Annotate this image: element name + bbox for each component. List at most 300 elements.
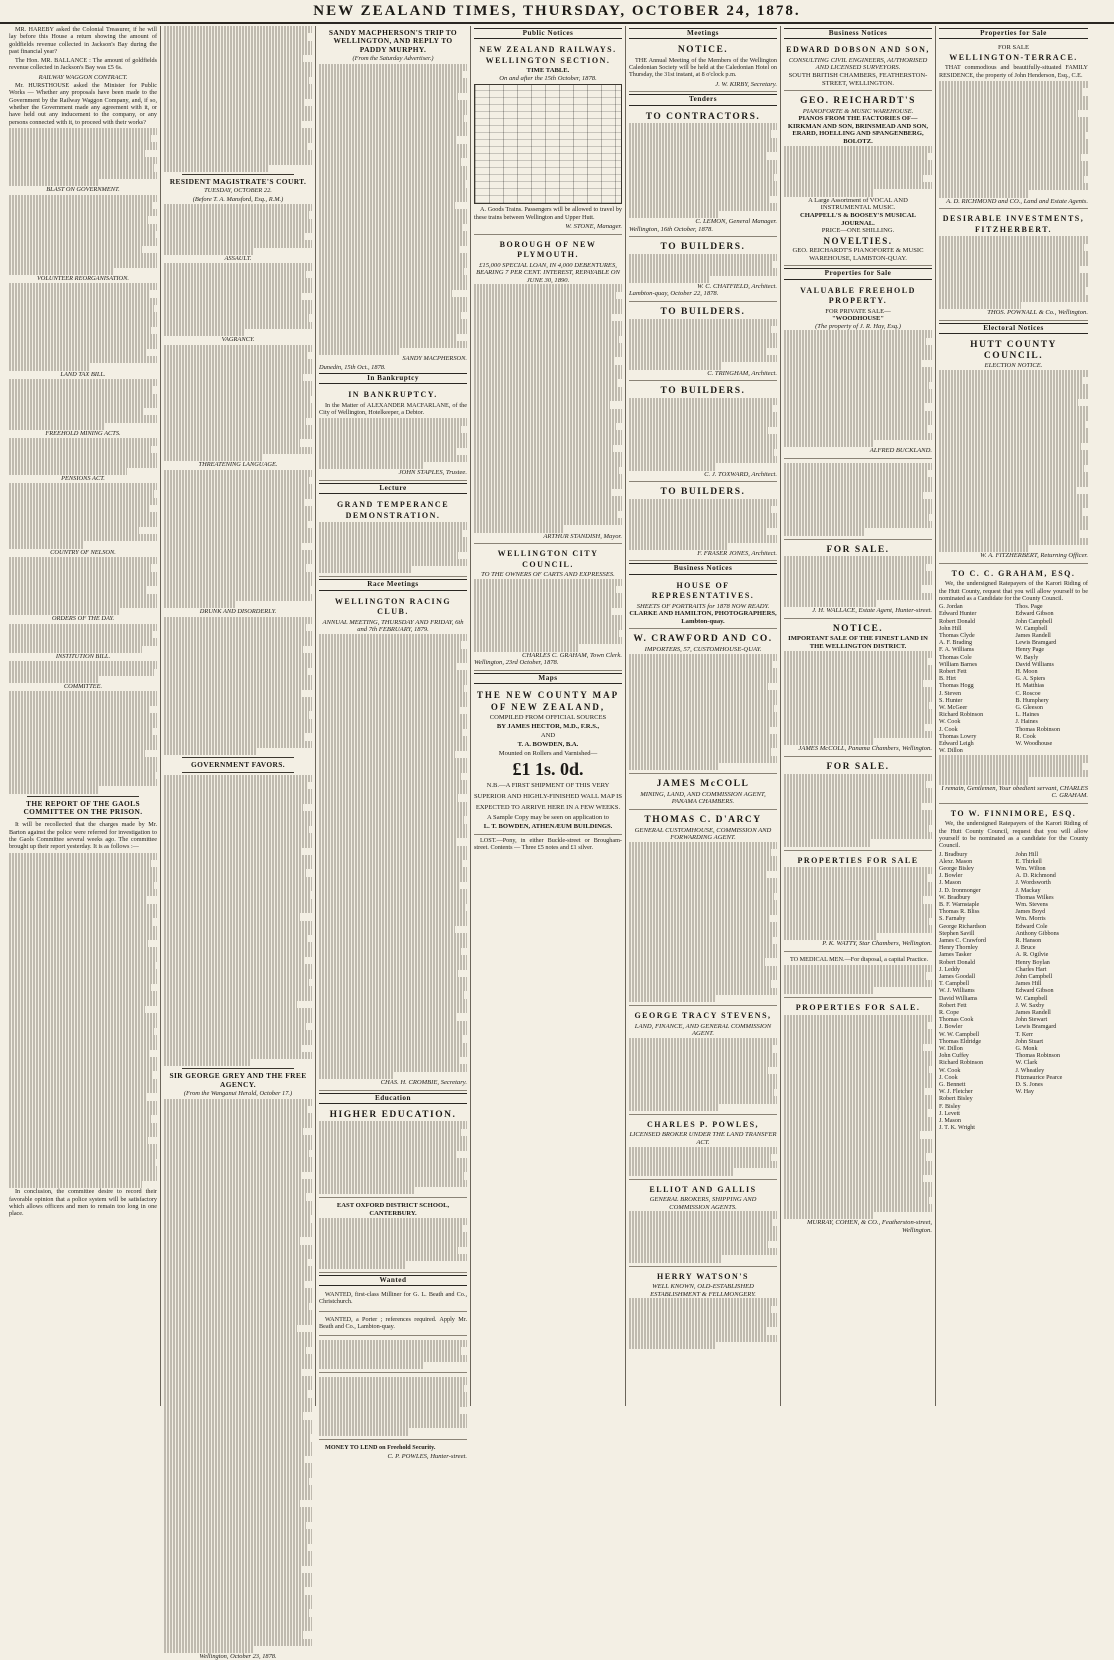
signatory-name: G. Jordan [939,604,963,611]
for-sale-2 [784,542,932,619]
magistrate-title: RESIDENT MAGISTRATE'S COURT. [169,176,307,186]
medical-men-ad [784,954,932,998]
report-closing: In conclusion, the committee desire to record their favorable opinion that a police system will be satisfactory which allows officers and men to remain too long in one place. [9,1188,157,1218]
reps-ad [629,578,777,630]
section-tenders: Tenders [629,94,777,105]
pianos-list: PIANOS FROM THE FACTORIES OF— KIRKMAN AND SON, BRINSMEAD AND SON, ERARD, HOELLING AND SPANGENBERG, BOLOTZ. [787,115,929,146]
signatory-name: J. Bowler [939,1024,963,1031]
signatory-name: F. A. Williams [939,647,975,654]
grey-title: SIR GEORGE GREY AND THE FREE AGENCY. [169,1071,307,1089]
signatory-name: David Williams [939,995,978,1002]
section-education: Education [319,1093,467,1104]
signatory-name: John Stewart [1015,1017,1048,1024]
column-6 [781,26,936,1406]
darcy-ad [629,812,777,1006]
signatory-name: Robert Donald [939,618,976,625]
map-mounted: Mounted on Rollers and Varnished— [498,750,598,758]
map-bowden: T. A. BOWDEN, B.A. [517,741,579,749]
race-sub: ANNUAL MEETING, THURSDAY AND FRIDAY, 6th and 7th FEBRUARY, 1879. [322,618,464,634]
stevens-ad [629,1008,777,1115]
signatory-name: George Bisley [939,865,974,872]
city-title: WELLINGTON CITY COUNCIL. [497,549,599,569]
tender-contractors-title: TO CONTRACTORS. [645,111,761,122]
powles-ad [629,1117,777,1180]
map-and: AND [540,732,556,740]
race-ad [319,594,467,1091]
signatory-name: Edward Leigh [939,741,974,748]
column-7 [936,26,1091,1406]
map-by: BY JAMES HECTOR, M.D., F.R.S., [496,723,600,731]
tender-contractors [629,109,777,238]
woodhouse-name: "WOODHOUSE" [831,315,885,323]
tender-builders-2 [629,304,777,381]
signatory-name: Thomas Eldridge [939,1038,982,1045]
railways-sub: TIME TABLE. [526,67,570,75]
signatory-name: J. Bowler [939,873,963,880]
signatory-name: W. Bradbury [939,894,971,901]
signatory-name: J. Cook [939,1074,958,1081]
hutt-ad [939,337,1088,564]
map-title: THE NEW COUNTY MAP OF NEW ZEALAND, [476,690,620,713]
graham-names-right [1016,604,1089,755]
signatory-name: James Tasker [939,952,972,959]
money-sign: C. P. POWLES, Hunter-street. [387,1452,467,1460]
signatory-name: A. R. Ogilvie [1015,952,1049,959]
signatory-name: James C. Crawford [939,937,986,944]
signatory-name: Thomas Cole [939,654,972,661]
section-properties-2: Properties for Sale [939,28,1088,39]
medical-text: TO MEDICAL MEN.—For disposal, a capital Practice. [790,955,928,963]
subhead-nelson: COUNTRY OF NELSON. [50,548,116,556]
darcy-sub: GENERAL CUSTOMHOUSE, COMMISSION AND FORWARDING AGENT. [634,826,772,842]
signatory-name: James Goodall [939,973,976,980]
signatory-name: H. Moon [1015,669,1038,676]
finnimore-names [939,852,1088,1133]
bankruptcy-sign: JOHN STAPLES, Trustee. [398,469,467,477]
props-sale-1 [784,853,932,952]
signatory-name: J. Bruce [1015,945,1036,952]
powles-title: CHARLES P. POWLES, [646,1119,760,1129]
tender-builders-4-title: TO BUILDERS. [660,487,746,498]
subhead-institution: INSTITUTION BILL. [55,652,111,660]
mccoll-title: JAMES McCOLL [656,779,750,790]
education-ad [319,1107,467,1198]
sandy-date: Dunedin, 15th Oct., 1878. [319,363,386,371]
temperance-title: GRAND TEMPERANCE DEMONSTRATION. [336,500,450,520]
darcy-title: THOMAS C. D'ARCY [644,815,762,826]
hutt-title: HUTT COUNTY COUNCIL. [970,340,1057,361]
novelties-line: NOVELTIES. [823,235,893,246]
signatory-name: W. Cook [939,1067,961,1074]
caledonian-sign: J. W. KIRBY, Secretary. [715,80,777,88]
signatory-name: Robert Fett [939,669,967,676]
signatory-name: William Barnes [939,661,978,668]
map-compiled: COMPILED FROM OFFICIAL SOURCES [489,714,607,722]
railways-ad [474,42,622,234]
tender-builders-1 [629,239,777,302]
mccoll-sub: MINING, LAND, AND COMMISSION AGENT, PANAMA CHAMBERS. [640,790,766,806]
props-sale-2 [784,1000,932,1237]
magistrate-date: TUESDAY, OCTOBER 22. [204,187,272,195]
signatory-name: John Cuffey [939,1053,969,1060]
watty-sign: P. K. WATTY, Star Chambers, Wellington. [822,940,932,948]
signatory-name: Lewis Bramgard [1015,640,1057,647]
powles-sub: LICENSED BROKER UNDER THE LAND TRANSFER ACT. [629,1131,777,1146]
city-date: Wellington, 23rd October, 1878. [474,659,559,667]
hutt-sign: W. A. FITZHERBERT, Returning Officer. [980,552,1088,560]
medical-ad [319,1338,467,1373]
terrace-text: THAT commodious and beautifully-situated FAMILY RESIDENCE, the property of John Henderson, Esq., C.E. [939,64,1088,79]
signatory-name: James Randell [1015,1009,1051,1016]
dobson-addr: SOUTH BRITISH CHAMBERS, FEATHERSTON-STREET, WELLINGTON. [788,71,928,87]
signatory-name: S. Farnaby [939,916,966,923]
signatory-name: Edward Gibson [1015,988,1054,995]
signatory-name: John Hill [1015,851,1039,858]
railways-sign: W. STONE, Manager. [565,223,622,231]
signatory-name: Henry Boylan [1015,959,1050,966]
hutt-sub: ELECTION NOTICE. [984,362,1043,370]
elliot-ad [629,1182,777,1267]
railway-timetable [474,84,622,204]
answer-jacksons-bay: The Hon. MR. BALLANCE : The amount of goldfields revenue collected in Jackson's Bay was £5 6s. [9,57,157,72]
signatory-name: S. Hunter [939,697,963,704]
section-bankruptcy: In Bankruptcy [319,373,467,384]
signatory-name: G. Gleeson [1015,705,1043,712]
signatory-name: Fitzmaurice Pearce [1015,1074,1063,1081]
signatory-name: J. Bradbury [939,851,968,858]
race-sign: CHAS. H. CROMBIE, Secretary. [380,1079,467,1087]
wanted-porter-text: WANTED, a Porter ; references required. Apply Mr. Beath and Co., Lambton-quay. [319,1315,467,1330]
signatory-name: J. Wheatley [1015,1067,1045,1074]
para-waggon: Mr. HURSTHOUSE asked the Minister for Public Works — Whether any proposals have been made to the Government by the Railway Waggon Company, and, if so, whether the Government made any agreement with it, or have held out any inducement to the company, or any persons connected with it, to proceed with their works? [9,82,157,126]
east-oxford-ad [319,1200,467,1272]
finnimore-text: We, the undersigned Ratepayers of the Karori Riding of the Hutt County Council, request that you will allow yourself to be nominated as a candidate for the County Council. [939,820,1088,850]
subhead-threatening: THREATENING LANGUAGE. [198,461,278,469]
reichardt-sub: PIANOFORTE & MUSIC WAREHOUSE. [802,107,914,115]
mccoll-sign: JAMES McCOLL, Panama Chambers, Wellington. [798,745,932,753]
signatory-name: Wm. Morris [1015,916,1046,923]
signatory-name: Richard Robinson [939,712,984,719]
signatory-name: D. S. Jones [1015,1082,1043,1089]
signatory-name: G. Monk [1015,1046,1038,1052]
signatory-name: Thomas Cook [939,1017,974,1024]
signatory-name: W. Woodhouse [1015,741,1053,748]
terrace-title: WELLINGTON-TERRACE. [949,52,1078,62]
subhead-waggon: RAILWAY WAGGON CONTRACT. [38,73,128,81]
signatory-name: John Hill [939,625,962,632]
graham-title: TO C. C. GRAHAM, ESQ. [951,568,1076,578]
sandy-source: (From the Saturday Advertiser.) [352,55,434,63]
reps-sub: SHEETS OF PORTRAITS for 1878 NOW READY. [636,602,770,610]
notice-sale [784,621,932,757]
notice2-title: NOTICE. [832,623,884,634]
signatory-name: Wm. Stevens [1015,901,1048,908]
signatory-name: Thomas Clyde [939,633,975,639]
caledonian-notice [629,42,777,92]
signatory-name: W. Clark [1015,1060,1038,1067]
caledonian-text: THE Annual Meeting of the Members of the Wellington Caledonian Society will be held at the Caledonian Hotel on Thursday, the 31st instant, at 8 o'clock p.m. [629,56,777,79]
tender-builders-1-sign: W. C. CHATFIELD, Architect. [697,282,777,290]
sandy-sign: SANDY MACPHERSON. [402,355,467,363]
education-title: HIGHER EDUCATION. [329,1109,457,1120]
signatory-name: G. A. Spiers [1015,676,1046,683]
signatory-name: Thos. Page [1015,604,1043,611]
grey-source: (From the Wanganui Herald, October 17.) [183,1090,293,1098]
column-3 [316,26,471,1460]
borough-ad [474,237,622,544]
signatory-name: Henry Page [1015,647,1045,654]
favors-title: GOVERNMENT FAVORS. [190,760,286,770]
graham-sign: I remain, Gentlemen, Your obedient servant, CHARLES C. GRAHAM. [941,784,1088,800]
wanted-milliner [319,1289,467,1312]
reichardt-ad [784,93,932,266]
signatory-name: Richard Robinson [939,1060,984,1067]
city-sign: CHARLES C. GRAHAM, Town Clerk. [522,651,622,659]
signatory-name: J. Mason [939,880,962,887]
borough-sub: £15,000 SPECIAL LOAN, IN 4,000 DEBENTURES, BEARING 7 PER CENT. INTEREST, REPAYABLE ON JUNE 30, 1890. [476,261,620,284]
report-gaols-intro: It will be recollected that the charges made by Mr. Barton against the police were referred for investigation to the Gaols Committee several weeks ago. The committee brought up their report yesterday. It is as follows :— [9,821,157,851]
column-1 [6,26,161,1406]
signatory-name: J. Levett [939,1110,960,1117]
woodhouse-ad [784,283,932,459]
terrace-forsale: FOR SALE [998,44,1029,52]
tender-builders-2-title: TO BUILDERS. [660,307,746,317]
signatory-name: C. Roscoe [1015,690,1041,697]
signatory-name: W. Bayly [1015,654,1039,661]
report-gaols-title: THE REPORT OF THE GAOLS COMMITTEE ON THE PRISON. [23,798,143,816]
signatory-name: Wm. Wilton [1015,865,1046,872]
signatory-name: R. Hanson [1015,937,1042,944]
section-maps: Maps [474,673,622,684]
invest-sign: THOS. POWNALL & Co., Wellington. [987,309,1088,317]
signatory-name: R. Cope [939,1009,959,1016]
temperance-ad [319,497,467,577]
finnimore-title: TO W. FINNIMORE, ESQ. [950,808,1077,818]
stevens-title: GEORGE TRACY STEVENS, [634,1011,772,1021]
signatory-name: Robert Fett [939,1002,967,1009]
valuable-title: VALUABLE FREEHOLD PROPERTY. [800,285,916,306]
journal-line: CHAPPELL'S & BOOSEY'S MUSICAL JOURNAL. [800,211,916,227]
graham-names-left [939,604,1012,755]
section-public-notices: Public Notices [474,28,622,39]
county-map-ad [474,687,622,835]
signatory-name: Alexr. Mason [939,858,973,865]
section-business-2: Business Notices [784,28,932,39]
watson-ad [629,1269,777,1353]
signatory-name: Thomas Robinson [1015,1053,1061,1060]
signatory-name: James Hill [1015,981,1042,988]
signatory-name: W. Dillon [939,1046,963,1052]
signatory-name: Thomas Robinson [1015,726,1061,733]
map-price: £1 1s. 0d. [512,759,584,780]
for-sale-3-title: FOR SALE. [826,762,890,773]
railways-date: On and after the 15th October, 1878. [499,74,597,82]
tender-contractors-sign: C. LEMON, General Manager. [695,217,777,225]
signatory-name: Robert Bisley [939,1096,973,1103]
for-sale-1 [784,461,932,540]
signatory-name: George Richardson [939,923,987,930]
signatory-name: John Campbell [1015,973,1053,980]
subhead-drunk: DRUNK AND DISORDERLY. [199,608,277,616]
signatory-name: J. T. K. Wright [939,1125,975,1132]
watson-title: HERRY WATSON'S [657,1271,749,1281]
tender-builders-1-date: Lambton-quay, October 22, 1878. [629,290,719,298]
masthead-title: NEW ZEALAND TIMES, THURSDAY, OCTOBER 24, 1878. [313,2,801,19]
section-properties-1: Properties for Sale [784,268,932,279]
subhead-blast: BLAST ON GOVERNMENT. [46,186,120,194]
tender-builders-4 [629,484,777,561]
tender-builders-4-sign: F. FRASER JONES, Architect. [697,549,777,557]
bankruptcy-text: In the Matter of ALEXANDER MACFARLANE, of the City of Wellington, Hotelkeeper, a Debtor. [319,401,467,417]
signatory-name: Anthony Gibbons [1015,930,1060,937]
railways-note: A. Goods Trains. Passengers will be allowed to travel by these trains between Wellington and Upper Hutt. [474,206,622,221]
lost-notice: LOST.—Pony, in either Buckle-street or Brougham-street. Contents — Three £5 notes and £1 silver. [474,837,622,852]
murray-sign: MURRAY, COHEN, & CO., Featherston-street, Wellington. [807,1218,932,1234]
mccoll-ad [629,776,777,810]
elliot-title: ELLIOT AND GALLIS [649,1184,757,1194]
crawford-title: W. CRAWFORD AND CO. [633,634,773,645]
section-business-1: Business Notices [629,563,777,574]
tender-builders-3-title: TO BUILDERS. [660,386,746,397]
signatory-name: Henry Thornley [939,945,978,952]
price-line: PRICE—ONE SHILLING. [821,227,895,235]
signatory-name: W. Dillon [939,748,963,755]
subhead-orders: ORDERS OF THE DAY. [51,615,115,623]
section-wanted: Wanted [319,1275,467,1286]
signatory-name: Robert Donald [939,959,976,966]
dobson-ad [784,42,932,91]
private-sale: FOR PRIVATE SALE— [825,307,891,315]
section-electoral: Electoral Notices [939,323,1088,334]
signatory-name: B. Humphery [1015,697,1049,704]
graham-ad [939,566,1088,804]
signatory-name: W. Campbell [1015,625,1048,632]
signatory-name: Thomas Wilkes [1015,894,1054,901]
notice2-sub: IMPORTANT SALE OF THE FINEST LAND IN THE WELLINGTON DISTRICT. [788,635,928,651]
column-4 [471,26,626,1406]
signatory-name: Thomas Hogg [939,683,974,690]
signatory-name: W. Campbell [1015,995,1048,1002]
tender-builders-3-sign: C. J. TOXWARD, Architect. [704,470,777,478]
dobson-sub: CONSULTING CIVIL ENGINEERS, AUTHORISED AND LICENSED SURVEYORS. [788,56,928,72]
signatory-name: Lewis Bramgard [1015,1024,1057,1031]
subhead-pensions: PENSIONS ACT. [61,474,105,482]
wallace-sign: J. H. WALLACE, Estate Agent, Hunter-street. [812,607,932,615]
railways-title: NEW ZEALAND RAILWAYS. WELLINGTON SECTION. [479,45,617,65]
city-sub: TO THE OWNERS OF CARTS AND EXPRESSES. [481,571,615,579]
map-apply: A Sample Copy may be seen on application to [487,814,609,822]
wanted-known-ad [319,1375,467,1439]
signatory-name: B. Hirt [939,676,956,683]
reps-title: HOUSE OF REPRESENTATIVES. [651,580,755,601]
signatory-name: Thomas Lowry [939,733,977,740]
subhead-mining: FREEHOLD MINING ACTS. [45,430,121,438]
section-meetings: Meetings [629,28,777,39]
signatory-name: Stephen Savill [939,930,975,937]
reichardt-addr: GEO. REICHARDT'S PIANOFORTE & MUSIC WAREHOUSE, LAMBTON-QUAY. [792,247,924,262]
music-line: A Large Assortment of VOCAL AND INSTRUMENTAL MUSIC. [808,196,908,212]
terrace-ad [939,42,1088,209]
elliot-sub: GENERAL BROKERS, SHIPPING AND COMMISSION AGENTS. [649,1196,757,1211]
signatory-name: W. McGeer [939,705,968,712]
tender-contractors-date: Wellington, 16th October, 1878. [629,225,714,233]
signatory-name: J. D. Ironmonger [939,887,981,894]
props-sale-2-title: PROPERTIES FOR SALE. [795,1003,921,1013]
signatory-name: H. Matthias [1015,683,1045,690]
subhead-volunteer: VOLUNTEER REORGANISATION. [37,274,129,282]
signatory-name: F. Bisley [939,1103,961,1110]
grey-date: Wellington, October 23, 1878. [199,1653,277,1660]
borough-title: BOROUGH OF NEW PLYMOUTH. [499,239,597,260]
signatory-name: W. J. Williams [939,988,975,995]
finnimore-names-right [1016,852,1089,1133]
borough-sign: ARTHUR STANDISH, Mayor. [543,532,622,540]
wanted-milliner-text: WANTED, first-class Milliner for G. L. Beath and Co., Christchurch. [319,1290,467,1306]
terrace-sign: A. D. RICHMOND and CO., Land and Estate Agents. [946,197,1088,205]
crawford-ad [629,631,777,774]
money-title: MONEY TO LEND on Freehold Security. [325,1443,436,1451]
reichardt-title: GEO. REICHARDT'S [800,96,916,107]
for-sale-3 [784,759,932,850]
finnimore-ad [939,806,1088,1136]
signatory-name: J. Haines [1015,719,1038,726]
signatory-name: G. Bennett [939,1082,966,1089]
signatory-name: J. Wordsworth [1015,880,1051,887]
signatory-name: J. Cook [939,726,958,733]
signatory-name: W. Hay [1015,1089,1034,1096]
column-2 [161,26,316,1660]
signatory-name: L. Haines [1015,712,1040,719]
city-council-ad [474,546,622,671]
signatory-name: W. Cook [939,719,961,726]
tender-builders-2-sign: C. TRINGHAM, Architect. [707,369,777,377]
signatory-name: R. Cook [1015,733,1036,740]
tender-builders-1-title: TO BUILDERS. [660,242,746,253]
buckland-sign: ALFRED BUCKLAND. [869,447,932,455]
signatory-name: A. D. Richmond [1015,873,1056,880]
east-oxford-title: EAST OXFORD DISTRICT SCHOOL, CANTERBURY. [336,1202,450,1217]
tender-builders-3 [629,383,777,482]
subhead-committee: COMMITTEE. [63,683,103,691]
watson-sub: WELL KNOWN, OLD-ESTABLISHED ESTABLISHMENT & FELLMONGERY. [650,1283,756,1298]
invest-title: DESIRABLE INVESTMENTS, FITZHERBERT. [942,214,1085,234]
signatory-name: W. W. Campbell [939,1031,980,1038]
signatory-name: Thomas R. Bliss [939,909,980,916]
masthead [0,0,1114,24]
signatory-name: T. Campbell [939,981,970,988]
finnimore-names-left [939,852,1012,1133]
signatory-name: J. W. Saxby [1015,1002,1045,1009]
signatory-name: James Randell [1015,633,1051,639]
dobson-title: EDWARD DOBSON AND SON, [786,45,930,55]
signatory-name: E. Thirkell [1015,858,1042,865]
signatory-name: J. Steven [939,690,962,697]
subhead-assault: ASSAULT. [224,255,252,263]
signatory-name: A. F. Brading [939,640,973,647]
clarke-title: CLARKE AND HAMILTON, PHOTOGRAPHERS, Lambton-quay. [629,610,777,625]
question-jacksons-bay: MR. HAREBY asked the Colonial Treasurer, if he will lay before this House a return showing the amount of goldfields revenue collected in Jackson's Bay during the past financial year? [9,26,157,55]
map-nb: N.B.—A FIRST SHIPMENT OF THIS VERY SUPERIOR AND HIGHLY-FINISHED WALL MAP IS EXPECTED TO ARRIVE HERE IN A FEW WEEKS. [474,782,623,812]
subhead-land-tax: LAND TAX BILL. [60,370,106,378]
signatory-name: J. Mason [939,1118,962,1125]
section-lecture: Lecture [319,483,467,494]
signatory-name: Edward Cole [1015,923,1048,930]
signatory-name: Edward Hunter [939,611,977,618]
caledonian-title: NOTICE. [677,45,729,56]
signatory-name: James Boyd [1015,909,1046,916]
signatory-name: David Williams [1015,661,1054,668]
invest-ad [939,211,1088,321]
